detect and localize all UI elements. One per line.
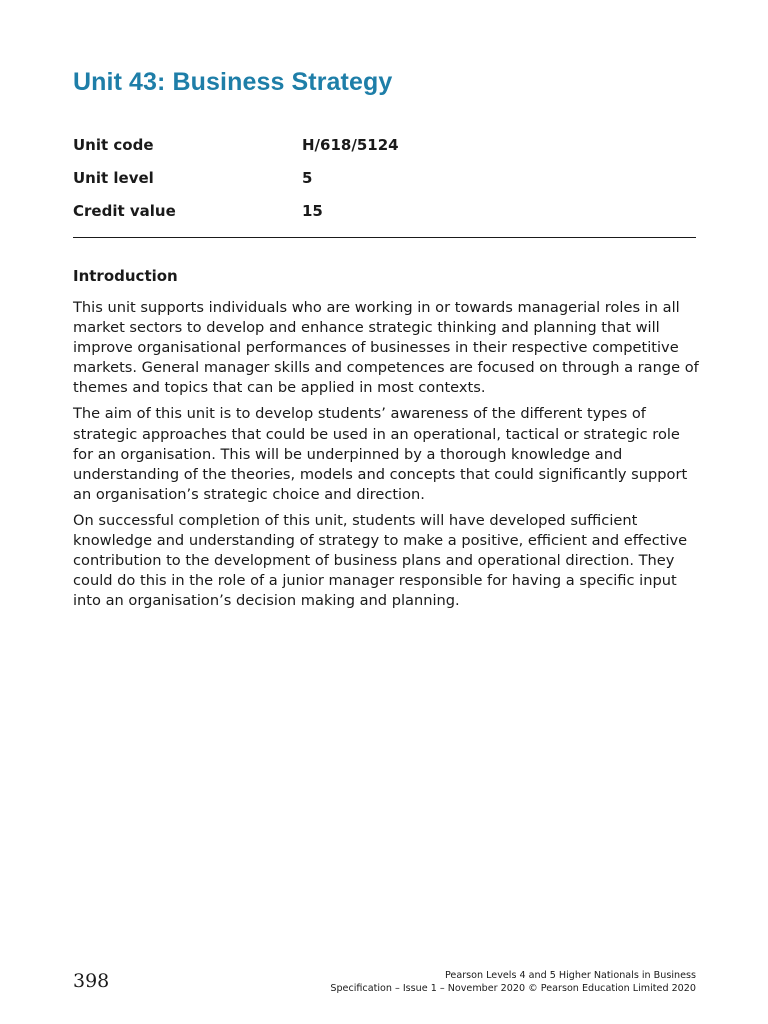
credit-value-value: 15 <box>302 201 323 220</box>
page-number: 398 <box>73 970 110 992</box>
credit-value-row <box>73 194 696 227</box>
page-title: Unit 43: Business Strategy <box>73 68 393 96</box>
introduction-paragraph: The aim of this unit is to develop students’ awareness of the different types of strategic approaches that could be used in an operational, tactical or strategic role for an organisation. This will be underpinned by a thorough knowledge and understanding of the theories, models and concepts that could significantly support an organisation’s strategic choice and direction. <box>73 405 688 503</box>
section-divider <box>73 237 696 238</box>
unit-info-table <box>73 128 696 227</box>
unit-code-value: H/618/5124 <box>302 135 399 154</box>
footer-line-title: Pearson Levels 4 and 5 Higher Nationals in Business <box>444 970 696 981</box>
unit-level-value: 5 <box>302 168 313 187</box>
unit-level-row <box>73 161 696 194</box>
credit-value-label: Credit value <box>73 201 176 220</box>
unit-code-row <box>73 128 696 161</box>
footer-line-copyright: Specification – Issue 1 – November 2020 © Pearson Education Limited 2020 <box>330 983 696 994</box>
unit-code-label: Unit code <box>73 135 154 154</box>
unit-level-label: Unit level <box>73 168 154 187</box>
introduction-paragraph: This unit supports individuals who are working in or towards managerial roles in all market sectors to develop and enhance strategic thinking and planning that will improve organisational performances of businesses in their respective competitive markets. General manager skills and competences are focused on through a range of themes and topics that can be applied in most contexts. <box>73 299 699 397</box>
footer-publication-info <box>330 969 696 995</box>
introduction-paragraph: On successful completion of this unit, students will have developed sufficient knowledge and understanding of strategy to make a positive, efficient and effective contribution to the development of business plans and operational direction. They could do this in the role of a junior manager responsible for having a specific input into an organisation’s decision making and planning. <box>73 511 688 610</box>
introduction-body <box>73 298 703 617</box>
introduction-heading: Introduction <box>73 267 178 285</box>
